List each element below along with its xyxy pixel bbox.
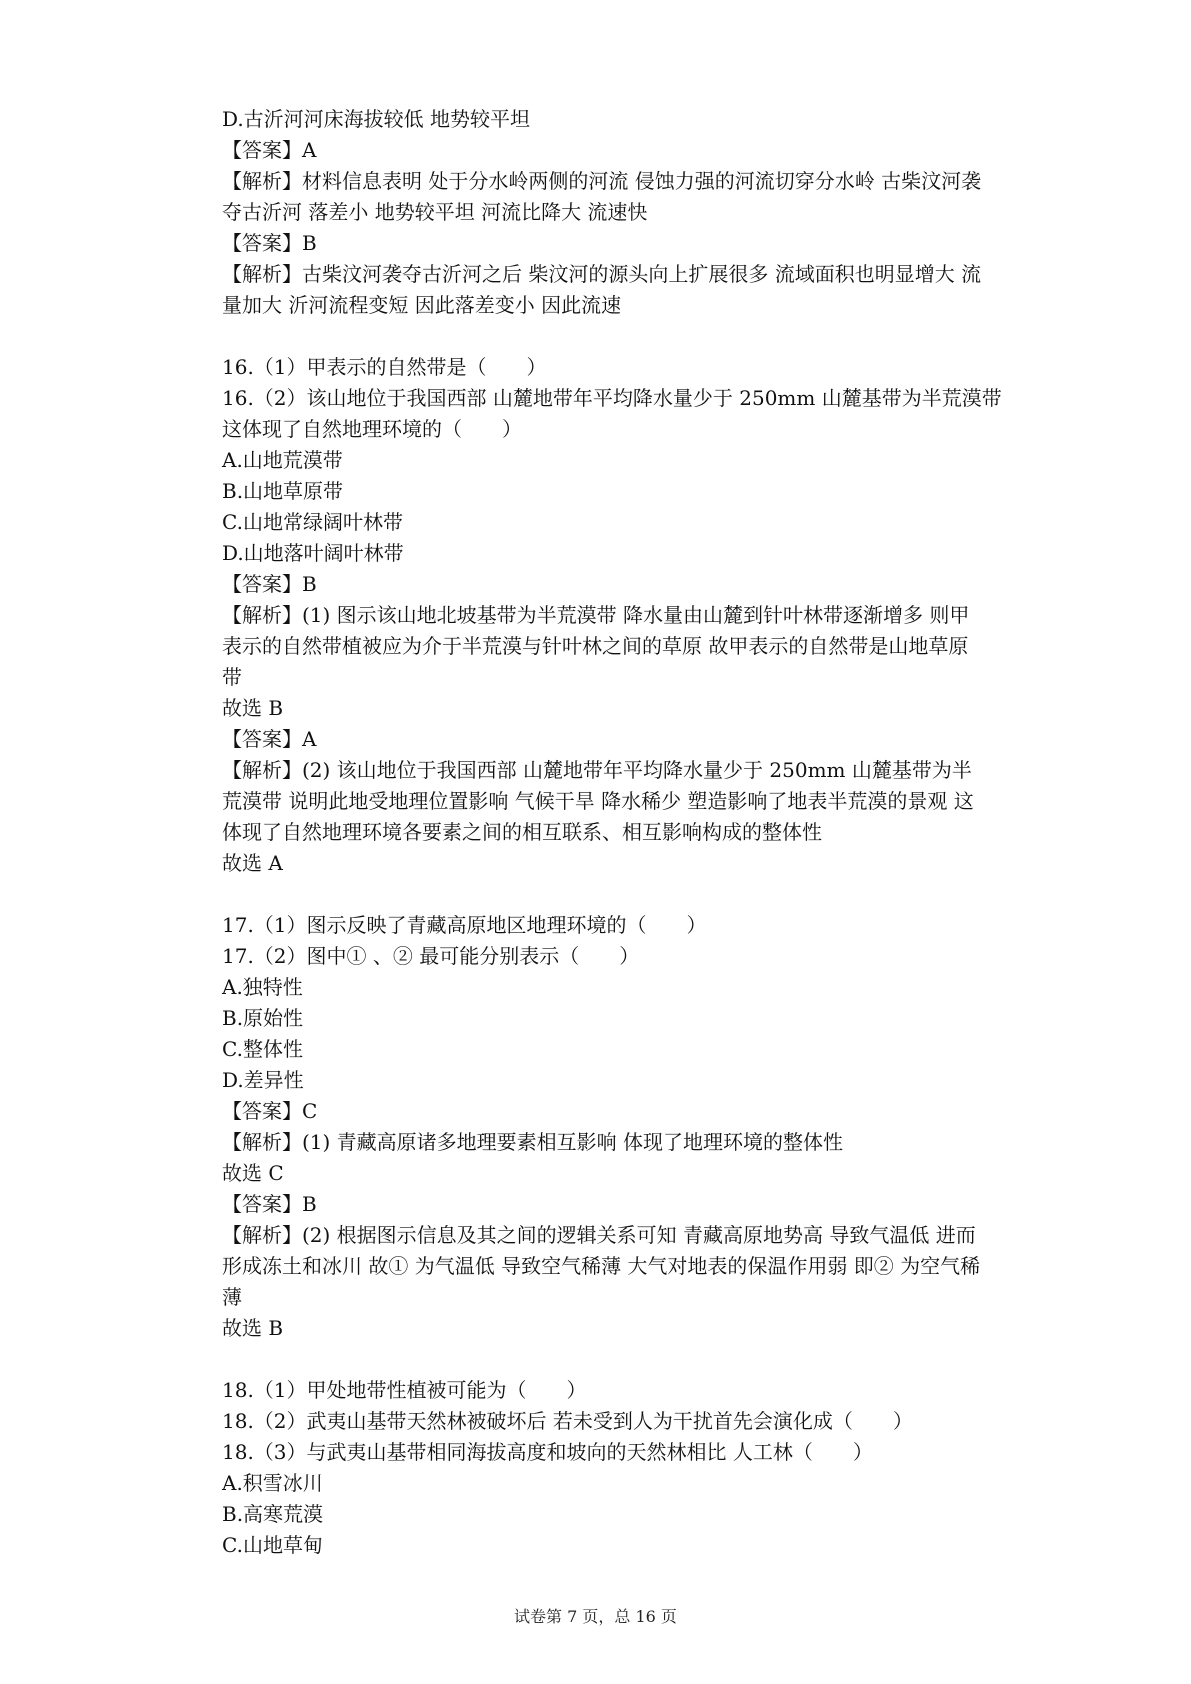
page-footer: 试卷第 7 页，总 16 页: [514, 1607, 677, 1626]
text-line: 【解析】(2) 根据图示信息及其之间的逻辑关系可知 青藏高原地势高 导致气温低 进而: [222, 1223, 976, 1247]
text-line: C.整体性: [222, 1037, 303, 1061]
text-line: D.差异性: [222, 1068, 304, 1092]
text-line: 18.（2）武夷山基带天然林被破坏后 若未受到人为干扰首先会演化成（ ）: [222, 1409, 913, 1433]
text-line: 【解析】古柴汶河袭夺古沂河之后 柴汶河的源头向上扩展很多 流域面积也明显增大 流: [222, 262, 982, 286]
text-line: B.原始性: [222, 1006, 304, 1030]
text-line: C.山地常绿阔叶林带: [222, 510, 403, 534]
text-line: 这体现了自然地理环境的（ ）: [222, 417, 522, 441]
text-line: D.古沂河河床海拔较低 地势较平坦: [222, 107, 531, 131]
text-line: 18.（3）与武夷山基带相同海拔高度和坡向的天然林相比 人工林（ ）: [222, 1440, 873, 1464]
text-line: 【解析】(1) 图示该山地北坡基带为半荒漠带 降水量由山麓到针叶林带逐渐增多 则甲: [222, 603, 970, 627]
text-line: 16.（2）该山地位于我国西部 山麓地带年平均降水量少于 250mm 山麓基带为半荒漠带: [222, 386, 1002, 410]
text-line: 【答案】B: [222, 231, 317, 255]
blank-line: [222, 321, 1022, 352]
text-line: 带: [222, 665, 242, 689]
text-line: D.山地落叶阔叶林带: [222, 541, 404, 565]
text-line: 【解析】(1) 青藏高原诸多地理要素相互影响 体现了地理环境的整体性: [222, 1130, 844, 1154]
text-line: 量加大 沂河流程变短 因此落差变小 因此流速: [222, 293, 622, 317]
text-line: 体现了自然地理环境各要素之间的相互联系、相互影响构成的整体性: [222, 820, 822, 844]
document-body: [222, 104, 1022, 1561]
text-line: 【解析】(2) 该山地位于我国西部 山麓地带年平均降水量少于 250mm 山麓基带为半: [222, 758, 972, 782]
text-line: 故选 B: [222, 1316, 284, 1340]
text-line: 表示的自然带植被应为介于半荒漠与针叶林之间的草原 故甲表示的自然带是山地草原: [222, 634, 969, 658]
text-line: 荒漠带 说明此地受地理位置影响 气候干旱 降水稀少 塑造影响了地表半荒漠的景观 这: [222, 789, 974, 813]
text-line: 故选 A: [222, 851, 283, 875]
text-line: 17.（1）图示反映了青藏高原地区地理环境的（ ）: [222, 913, 707, 937]
text-line: 形成冻土和冰川 故① 为气温低 导致空气稀薄 大气对地表的保温作用弱 即② 为空气稀: [222, 1254, 981, 1278]
text-line: 【答案】B: [222, 1192, 317, 1216]
text-line: B.山地草原带: [222, 479, 344, 503]
text-line: 【答案】C: [222, 1099, 318, 1123]
text-line: 16.（1）甲表示的自然带是（ ）: [222, 355, 547, 379]
text-line: B.高寒荒漠: [222, 1502, 324, 1526]
text-line: 故选 B: [222, 696, 284, 720]
text-line: 【答案】A: [222, 727, 317, 751]
blank-line: [222, 1344, 1022, 1375]
text-line: 薄: [222, 1285, 242, 1309]
text-line: 故选 C: [222, 1161, 284, 1185]
text-line: A.积雪冰川: [222, 1471, 323, 1495]
text-line: C.山地草甸: [222, 1533, 323, 1557]
text-line: A.独特性: [222, 975, 303, 999]
text-line: 夺古沂河 落差小 地势较平坦 河流比降大 流速快: [222, 200, 648, 224]
text-line: 【答案】A: [222, 138, 317, 162]
text-line: 17.（2）图中① 、② 最可能分别表示（ ）: [222, 944, 640, 968]
text-line: 【解析】材料信息表明 处于分水岭两侧的河流 侵蚀力强的河流切穿分水岭 古柴汶河袭: [222, 169, 982, 193]
text-line: 【答案】B: [222, 572, 317, 596]
blank-line: [222, 879, 1022, 910]
text-line: A.山地荒漠带: [222, 448, 343, 472]
text-line: 18.（1）甲处地带性植被可能为（ ）: [222, 1378, 587, 1402]
